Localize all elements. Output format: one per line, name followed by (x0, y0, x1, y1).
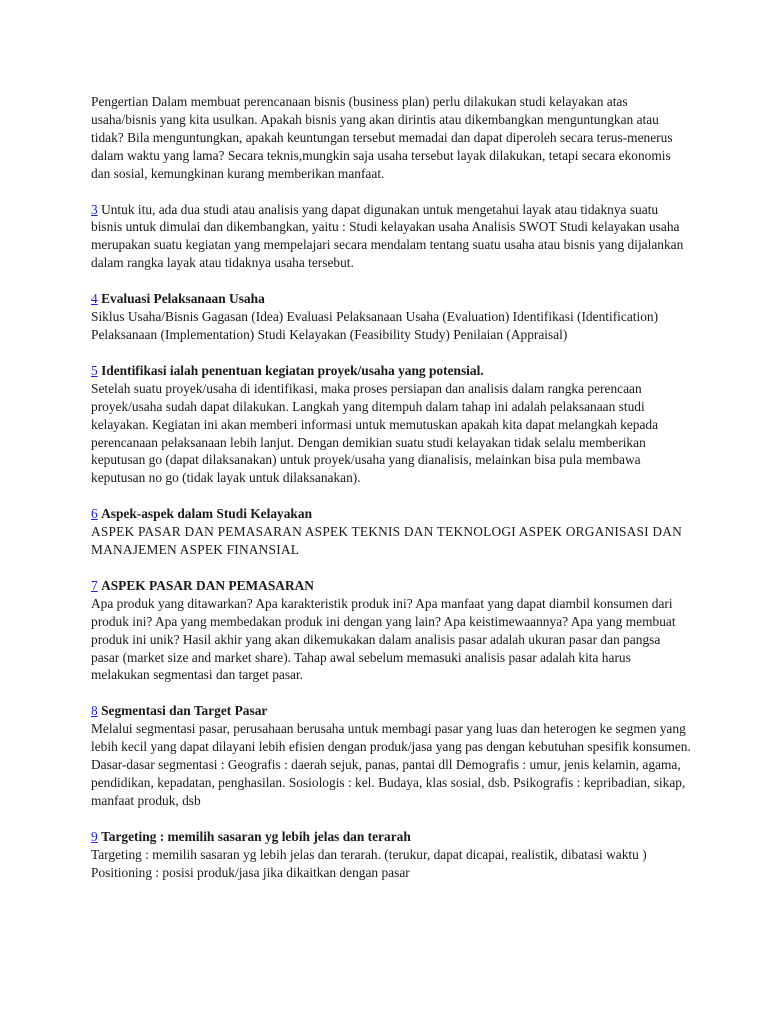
footnote-link-8[interactable]: 8 (91, 703, 98, 719)
section-8-body: Melalui segmentasi pasar, perusahaan berusaha untuk membagi pasar yang luas dan heterogen ke segmen yang lebih kecil yang dapat dilayani lebih efisien dengan produk/jasa yang pas dengan kebutuhan spesifik konsumen. Dasar-dasar segmentasi : Geografis : daerah sejuk, panas, pantai dll Demografis : umur, jenis kelamin, agama, pendidikan, kepadatan, penghasilan. Sosiologis : kel. Budaya, klas sosial, dsb. Psikografis : kepribadian, sikap, manfaat produk, dsb (91, 721, 691, 808)
footnote-link-7[interactable]: 7 (91, 577, 98, 593)
document-page (91, 93, 691, 900)
section-7-body: Apa produk yang ditawarkan? Apa karakteristik produk ini? Apa manfaat yang dapat diambil konsumen dari produk ini? Apa yang membedakan produk ini dengan yang lain? Apa keistimewaannya? Apa yang membuat produk ini unik? Hasil akhir yang akan dikemukakan dalam analisis pasar adalah ukuran pasar dan pangsa pasar (market size and market share). Tahap awal sebelum memasuki analisis pasar adalah kita harus melakukan segmentasi dan target pasar. (91, 595, 676, 683)
section-5-heading: Identifikasi ialah penentuan kegiatan proyek/usaha yang potensial. (101, 362, 484, 378)
intro-paragraph: Pengertian Dalam membuat perencanaan bisnis (business plan) perlu dilakukan studi kelayakan atas usaha/bisnis yang kita usulkan. Apakah bisnis yang akan dirintis atau dikembangkan menguntungkan atau tidak? Bila menguntungkan, apakah keuntungan tersebut memadai dan dapat diperoleh secara terus-menerus dalam waktu yang lama? Secara teknis,mungkin saja usaha tersebut layak dilakukan, tetapi secara ekonomis dan sosial, kemungkinan kurang memberikan manfaat. (91, 94, 673, 181)
section-4-body: Siklus Usaha/Bisnis Gagasan (Idea) Evaluasi Pelaksanaan Usaha (Evaluation) Identifikasi (Identification) Pelaksanaan (Implementation) Studi Kelayakan (Feasibility Study) Penilaian (Appraisal) (91, 309, 659, 342)
section-7-heading: ASPEK PASAR DAN PEMASARAN (101, 577, 314, 593)
section-6 (91, 505, 691, 559)
section-6-heading: Aspek-aspek dalam Studi Kelayakan (101, 506, 313, 522)
section-8 (91, 702, 691, 809)
footnote-link-4[interactable]: 4 (91, 291, 98, 307)
section-5-body: Setelah suatu proyek/usaha di identifikasi, maka proses persiapan dan analisis dalam rangka perencaan proyek/usaha sudah dapat dilakukan. Langkah yang ditempuh dalam tahap ini adalah pelaksanaan studi kelayakan. Kegiatan ini akan memberi informasi untuk memutuskan apakah kita dapat melangkah kepada perencanaan pelaksanaan lebih lanjut. Dengan demikian suatu studi kelayakan tidak selalu memberikan keputusan go (dapat dilaksanakan) untuk proyek/usaha yang dianalisis, melainkan bisa pula membawa keputusan no go (tidak layak untuk dilaksanakan). (91, 380, 659, 486)
footnote-link-9[interactable]: 9 (91, 828, 98, 844)
footnote-link-3[interactable]: 3 (91, 201, 98, 217)
section-3 (91, 201, 691, 273)
footnote-link-5[interactable]: 5 (91, 362, 98, 378)
section-5 (91, 362, 691, 487)
section-3-body: Untuk itu, ada dua studi atau analisis yang dapat digunakan untuk mengetahui layak atau tidaknya suatu bisnis untuk dimulai dan dikembangkan, yaitu : Studi kelayakan usaha Analisis SWOT Studi kelayakan usaha merupakan suatu kegiatan yang mempelajari secara mendalam tentang suatu usaha atau bisnis yang dijalankan dalam rangka layak atau tidaknya usaha tersebut. (91, 201, 684, 271)
section-9 (91, 828, 691, 882)
section-7 (91, 577, 691, 684)
section-6-body: ASPEK PASAR DAN PEMASARAN ASPEK TEKNIS DAN TEKNOLOGI ASPEK ORGANISASI DAN MANAJEMEN ASPEK FINANSIAL (91, 524, 682, 558)
footnote-link-6[interactable]: 6 (91, 506, 98, 522)
section-8-heading: Segmentasi dan Target Pasar (101, 703, 268, 719)
section-4-heading: Evaluasi Pelaksanaan Usaha (101, 291, 265, 307)
section-9-heading: Targeting : memilih sasaran yg lebih jelas dan terarah (101, 828, 411, 844)
section-9-body: Targeting : memilih sasaran yg lebih jelas dan terarah. (terukur, dapat dicapai, realistik, dibatasi waktu ) Positioning : posisi produk/jasa jika dikaitkan dengan pasar (91, 846, 647, 880)
section-4 (91, 290, 691, 344)
